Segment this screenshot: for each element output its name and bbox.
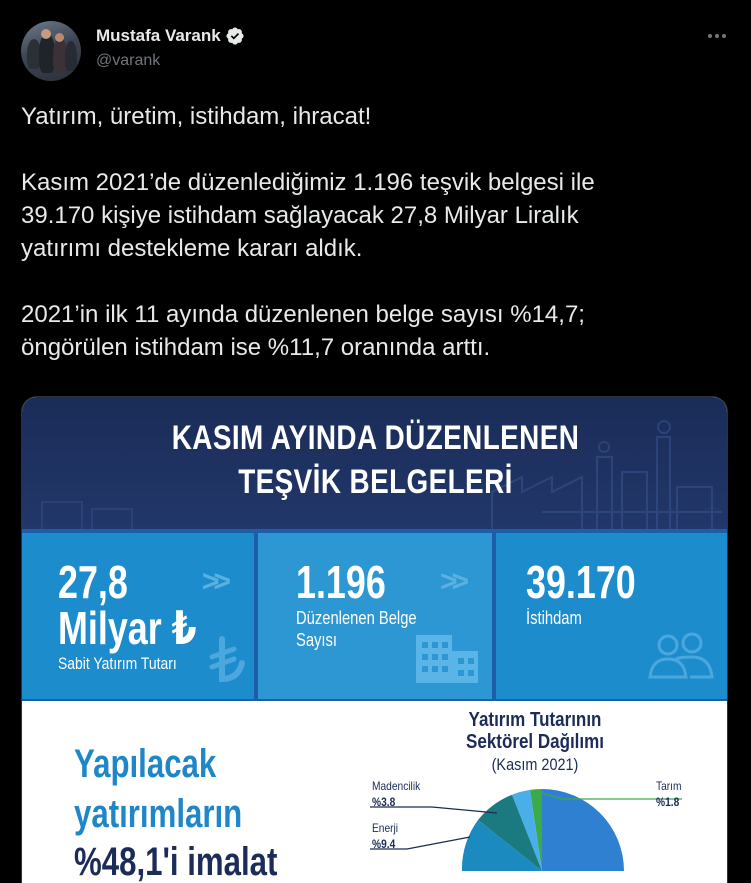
- stat-documents: [258, 533, 492, 699]
- headline-line: Yapılacak: [74, 742, 217, 786]
- tweet-line: Kasım 2021’de düzenlediğimiz 1.196 teşvik belgesi ile: [21, 169, 595, 196]
- pie-label-tarim: Tarım: [656, 779, 682, 793]
- lira-icon: [208, 633, 248, 689]
- verified-badge-icon: [225, 26, 245, 46]
- stat-value: 1.196: [296, 556, 386, 608]
- tweet-paragraph: [21, 298, 731, 364]
- stat-value: 27,8: [58, 556, 128, 608]
- pie-label-madencilik: Madencilik: [372, 779, 421, 793]
- stat-label: Sayısı: [296, 630, 338, 650]
- display-name[interactable]: Mustafa Varank: [96, 26, 221, 45]
- pie-title-line: Yatırım Tutarının: [468, 709, 602, 731]
- stat-value-unit: Milyar ₺: [58, 602, 197, 654]
- tweet-paragraph: [21, 166, 731, 265]
- headline-line: %48,1'i imalat: [74, 840, 278, 883]
- pie-value-tarim: %1.8: [656, 795, 680, 809]
- tweet-line: 39.170 kişiye istihdam sağlayacak 27,8 Milyar Liralık: [21, 202, 579, 229]
- pie-subtitle: (Kasım 2021): [491, 755, 579, 774]
- pie-value-madencilik: %3.8: [372, 795, 396, 809]
- tweet-line: 2021’in ilk 11 ayında düzenlenen belge sayısı %14,7;: [21, 301, 585, 328]
- pie-title-line: Sektörel Dağılımı: [466, 731, 604, 753]
- chevron-right-icon: >>: [202, 565, 226, 598]
- avatar[interactable]: [21, 21, 81, 81]
- stats-row: [22, 529, 728, 701]
- infographic-title-line: KASIM AYINDA DÜZENLENEN: [171, 419, 580, 457]
- stat-label: Düzenlenen Belge: [296, 608, 417, 628]
- more-options-icon[interactable]: [703, 26, 731, 46]
- infographic-banner: [22, 397, 728, 529]
- tweet-line: öngörülen istihdam ise %11,7 oranında arttı.: [21, 334, 491, 361]
- pie-label-enerji: Enerji: [372, 821, 399, 835]
- tweet-media-image[interactable]: [21, 396, 728, 883]
- stat-label: Sabit Yatırım Tutarı: [58, 654, 177, 673]
- pie-value-enerji: %9.4: [372, 837, 396, 851]
- tweet-text: [21, 100, 731, 397]
- handle[interactable]: @varank: [96, 52, 161, 69]
- pie-slice-imalat: [542, 789, 624, 871]
- tweet-paragraph: [21, 100, 731, 133]
- people-icon: [646, 631, 716, 681]
- infographic-title-line: TEŞVİK BELGELERİ: [238, 463, 513, 501]
- stat-investment: [22, 533, 254, 699]
- chevron-right-icon: >>: [440, 565, 464, 598]
- stat-employment: [496, 533, 728, 699]
- stat-label: İstihdam: [526, 608, 582, 628]
- tweet-line: yatırımı destekleme kararı aldık.: [21, 235, 363, 262]
- building-icon: [414, 633, 480, 685]
- tweet-line: Yatırım, üretim, istihdam, ihracat!: [21, 103, 372, 130]
- author-row: [96, 26, 245, 46]
- headline-line: yatırımların: [74, 792, 243, 836]
- sector-section: [22, 701, 728, 883]
- stat-value: 39.170: [526, 556, 636, 608]
